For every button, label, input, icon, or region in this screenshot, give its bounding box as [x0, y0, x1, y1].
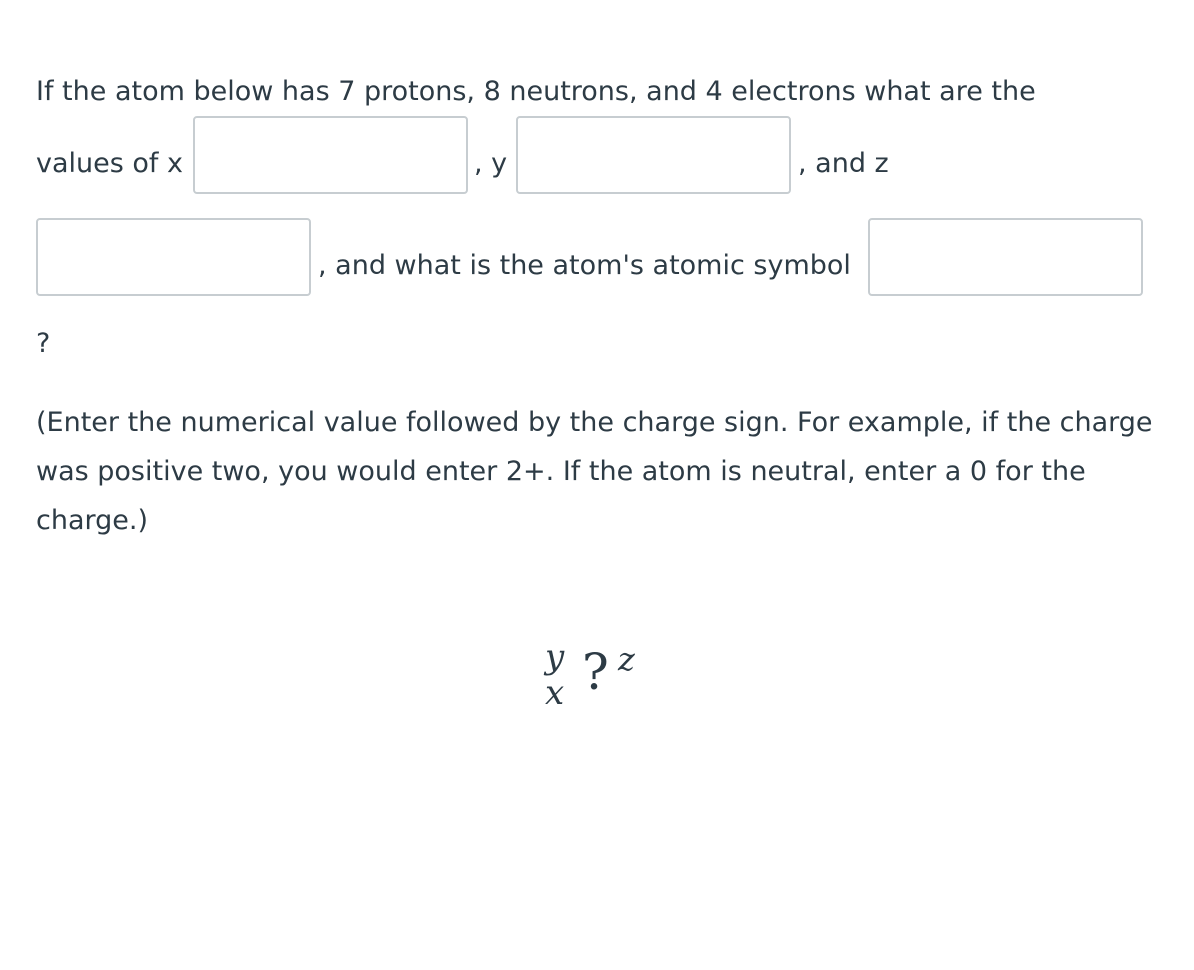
y-answer-input[interactable]	[516, 116, 791, 194]
isotope-mass-number: y	[545, 637, 565, 677]
x-answer-input[interactable]	[193, 116, 468, 194]
values-of-x-label: values of x	[36, 148, 183, 179]
isotope-charge: z	[618, 640, 635, 678]
y-label: , y	[474, 148, 508, 179]
question-mark-text: ?	[36, 328, 51, 359]
instructions-note: (Enter the numerical value followed by the charge sign. For example, if the charge was positive two, you would enter 2+. If the atom is neutral, enter a 0 for the charge.)	[36, 407, 1153, 536]
symbol-answer-input[interactable]	[868, 218, 1143, 296]
question-intro-text: If the atom below has 7 protons, 8 neutrons, and 4 electrons what are the	[36, 76, 1036, 107]
z-answer-input[interactable]	[36, 218, 311, 296]
and-z-label: , and z	[798, 148, 889, 179]
isotope-notation	[538, 636, 658, 716]
isotope-symbol: ?	[582, 643, 609, 701]
atomic-symbol-label: , and what is the atom's atomic symbol	[318, 250, 851, 281]
isotope-atomic-number: x	[545, 673, 565, 713]
